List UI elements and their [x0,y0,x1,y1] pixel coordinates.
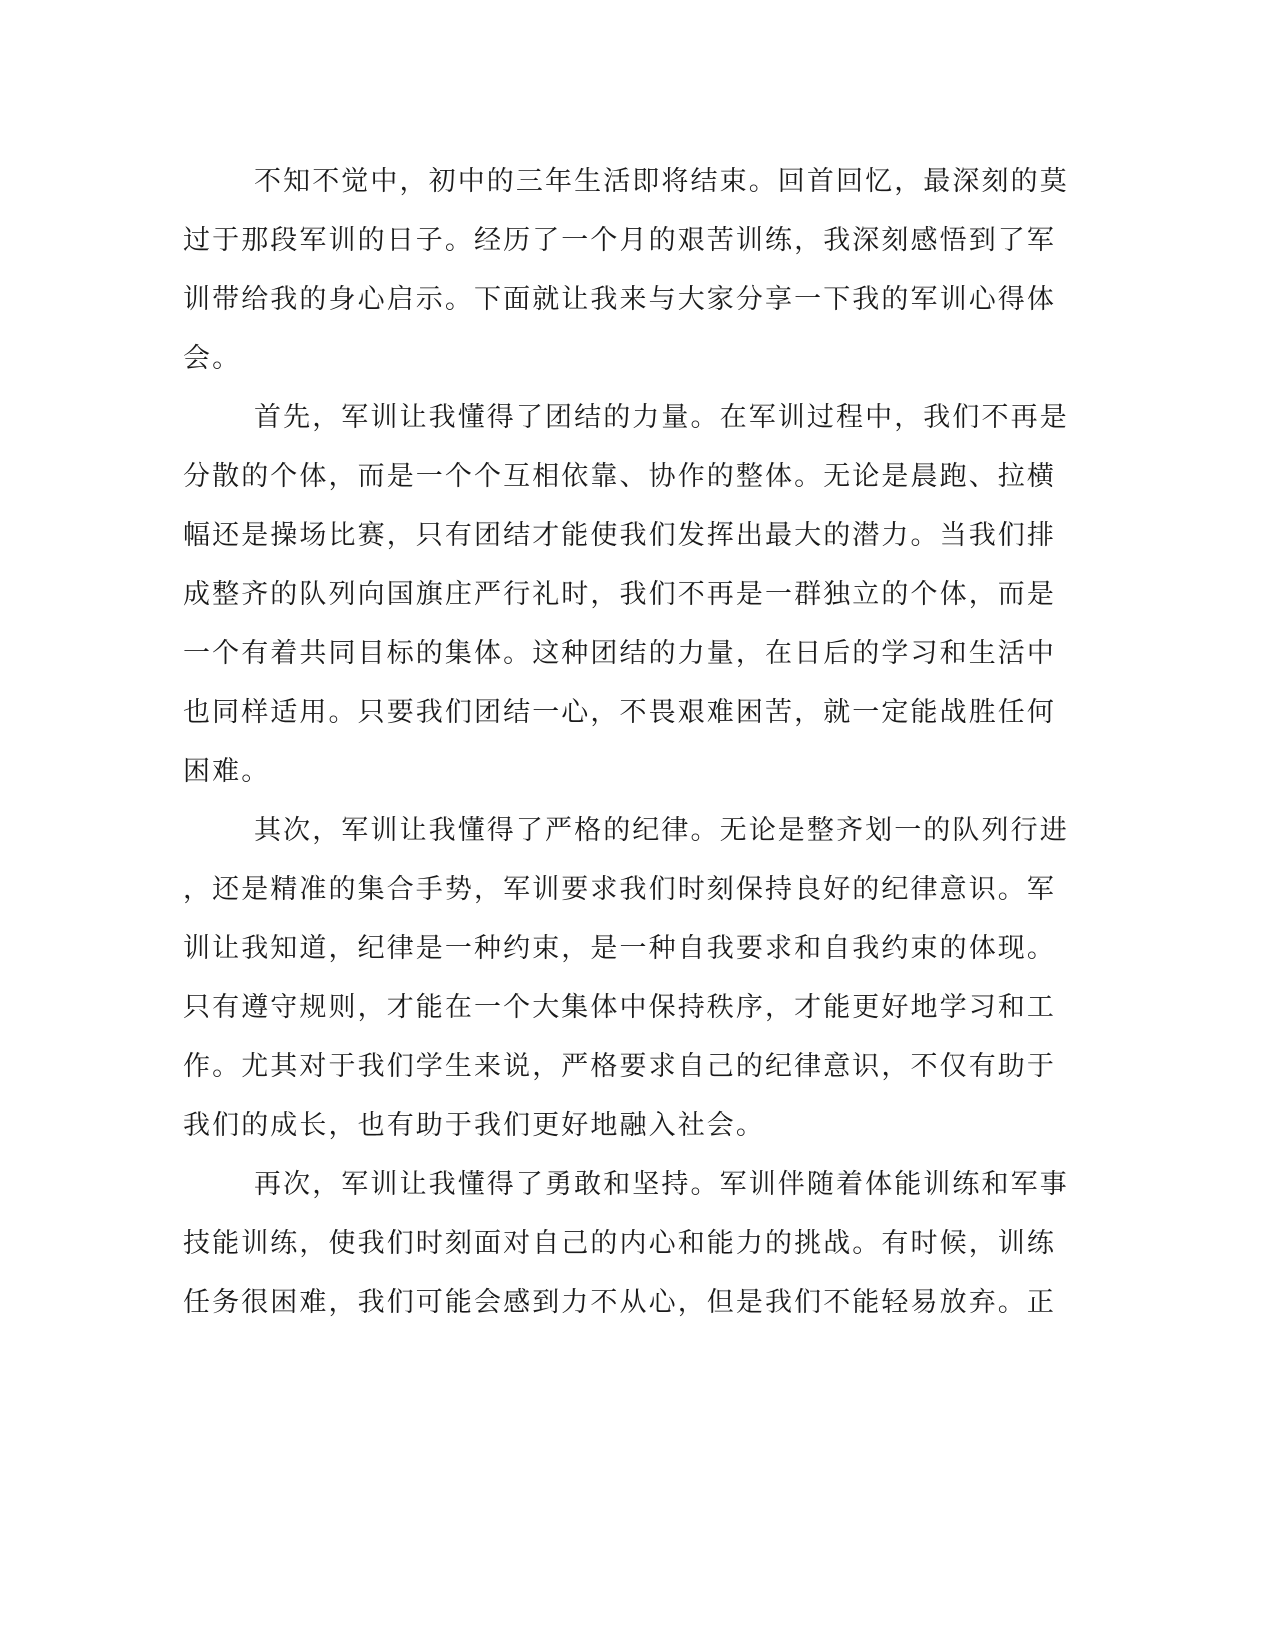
text-line: ，还是精准的集合手势，军训要求我们时刻保持良好的纪律意识。军 [183,874,1056,905]
text-line: 过于那段军训的日子。经历了一个月的艰苦训练，我深刻感悟到了军 [183,225,1056,256]
text-line: 技能训练，使我们时刻面对自己的内心和能力的挑战。有时候，训练 [183,1228,1056,1259]
text-line: 也同样适用。只要我们团结一心，不畏艰难困苦，就一定能战胜任何 [183,697,1056,728]
text-line: 不知不觉中，初中的三年生活即将结束。回首回忆，最深刻的莫 [254,166,1069,197]
document-body [183,152,1069,1332]
text-line: 分散的个体，而是一个个互相依靠、协作的整体。无论是晨跑、拉横 [183,461,1056,492]
text-line: 首先，军训让我懂得了团结的力量。在军训过程中，我们不再是 [254,402,1069,433]
text-line: 我们的成长，也有助于我们更好地融入社会。 [183,1110,765,1141]
text-line: 训让我知道，纪律是一种约束，是一种自我要求和自我约束的体现。 [183,933,1056,964]
text-line: 任务很困难，我们可能会感到力不从心，但是我们不能轻易放弃。正 [183,1287,1056,1318]
text-line: 幅还是操场比赛，只有团结才能使我们发挥出最大的潜力。当我们排 [183,520,1056,551]
text-line: 困难。 [183,756,271,787]
text-line: 作。尤其对于我们学生来说，严格要求自己的纪律意识，不仅有助于 [183,1051,1056,1082]
text-line: 再次，军训让我懂得了勇敢和坚持。军训伴随着体能训练和军事 [254,1169,1069,1200]
text-line: 训带给我的身心启示。下面就让我来与大家分享一下我的军训心得体 [183,284,1056,315]
text-line: 会。 [183,343,242,374]
text-line: 一个有着共同目标的集体。这种团结的力量，在日后的学习和生活中 [183,638,1056,669]
text-line: 只有遵守规则，才能在一个大集体中保持秩序，才能更好地学习和工 [183,992,1056,1023]
text-line: 其次，军训让我懂得了严格的纪律。无论是整齐划一的队列行进 [254,815,1069,846]
text-line: 成整齐的队列向国旗庄严行礼时，我们不再是一群独立的个体，而是 [183,579,1056,610]
